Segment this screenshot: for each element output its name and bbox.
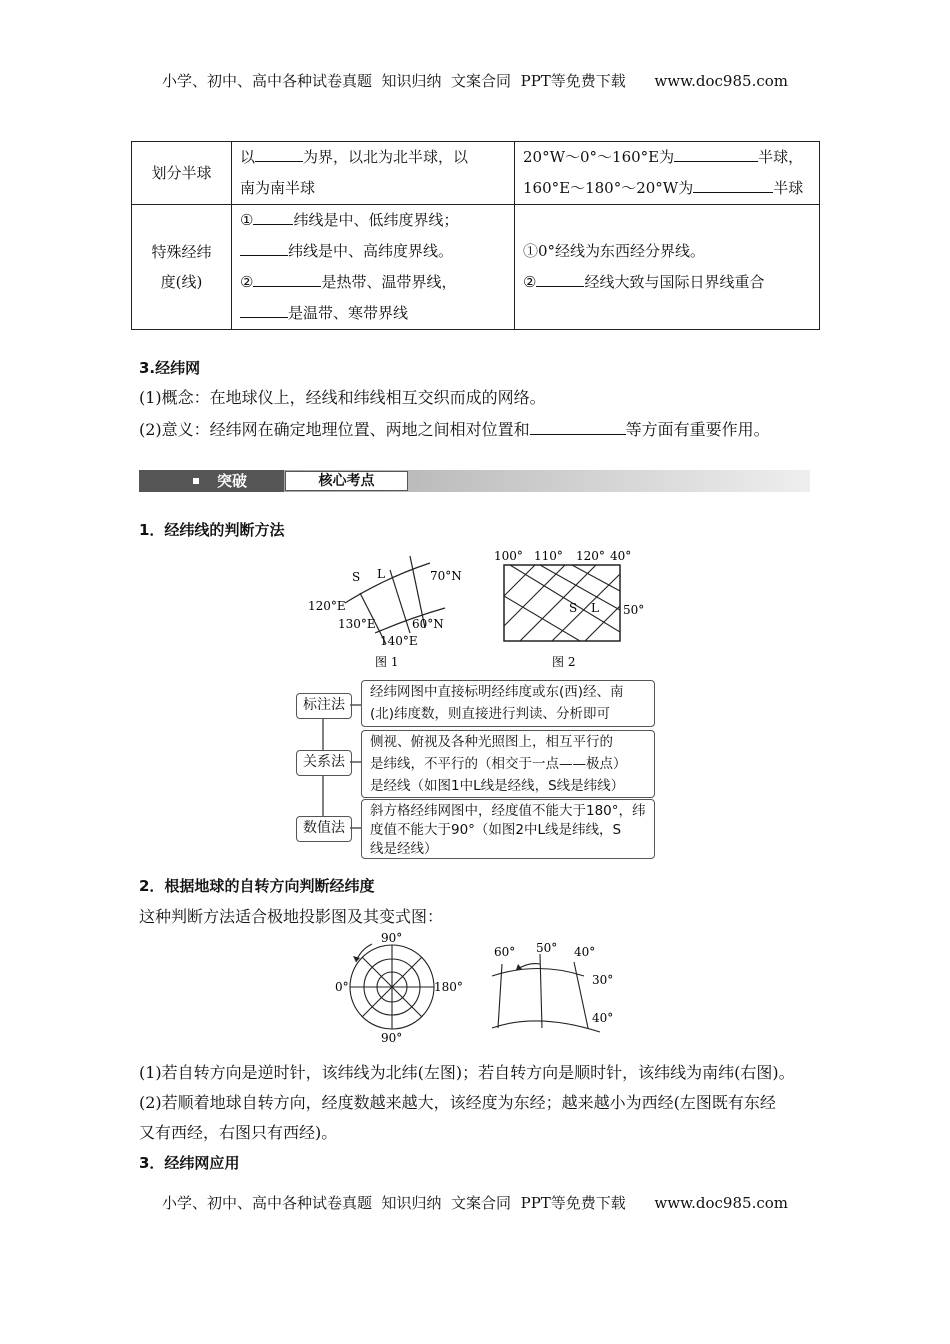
subsection-title: 1．经纬线的判断方法: [139, 521, 285, 539]
longitude-cell: ①0°经线为东西经分界线。 ② 经线大致与国际日界线重合: [515, 205, 820, 330]
figure-2-frame: [504, 565, 620, 641]
label-bottom: 90°: [381, 1031, 403, 1045]
label-top: 90°: [381, 931, 403, 945]
paragraph: 这种判断方法适合极地投影图及其变式图：: [139, 907, 444, 926]
label-40b: 40°: [592, 1011, 614, 1025]
latitude-cell: 以 为界，以北为北半球，以 南为南半球: [232, 142, 515, 205]
label-s: S: [352, 570, 361, 584]
method-label: 标注法: [296, 693, 352, 719]
figure-2-caption: 图 2: [552, 655, 576, 669]
table-row: [132, 142, 820, 205]
label-40: 40°: [574, 945, 596, 959]
banner-subtitle: 核心考点: [285, 471, 408, 491]
label-110: 110°: [534, 549, 563, 563]
page-header: 小学、初中、高中各种试卷真题 知识归纳 文案合同 PPT等免费下载 www.doc985.com: [161, 72, 788, 90]
label-right: 180°: [434, 980, 463, 994]
label-50: 50°: [536, 941, 558, 955]
method-desc: 斜方格经纬网图中，经度值不能大于180°，纬 度值不能大于90°（如图2中L线是纬线，S 线是经线）: [361, 799, 655, 859]
table-row: [132, 205, 820, 330]
label-120: 120°: [576, 549, 605, 563]
longitude-cell: 20°W～0°～160°E为 半球， 160°E～180°～20°W为 半球: [515, 142, 820, 205]
label-30: 30°: [592, 973, 614, 987]
figure-1: [300, 548, 480, 673]
label-70n: 70°N: [430, 569, 462, 583]
row-label: 特殊经纬 度(线): [132, 205, 232, 330]
row-label: 划分半球: [132, 142, 232, 205]
method-label: 关系法: [296, 750, 352, 776]
page-footer: 小学、初中、高中各种试卷真题 知识归纳 文案合同 PPT等免费下载 www.doc985.com: [161, 1194, 788, 1212]
paragraph: (2)意义：经纬网在确定地理位置、两地之间相对位置和 等方面有重要作用。: [139, 420, 770, 439]
label-l: L: [377, 567, 385, 581]
method-desc: 经纬网图中直接标明经纬度或东(西)经、南 (北)纬度数，则直接进行判读、分析即可: [361, 680, 655, 727]
paragraph: (1)概念：在地球仪上，经线和纬线相互交织而成的网络。: [139, 388, 546, 407]
label-130e: 130°E: [338, 617, 376, 631]
subsection-title: 3．经纬网应用: [139, 1154, 240, 1172]
banner-label: 突破: [139, 470, 284, 492]
paragraph: (1)若自转方向是逆时针，该纬线为北纬(左图)；若自转方向是顺时针，该纬线为南纬(右图)。: [139, 1063, 795, 1082]
polar-diagram: [330, 930, 465, 1045]
label-140e: 140°E: [380, 634, 418, 648]
figure-1-caption: 图 1: [375, 655, 399, 669]
label-l: L: [591, 601, 599, 615]
label-120e: 120°E: [308, 599, 346, 613]
subsection-title: 2．根据地球的自转方向判断经纬度: [139, 877, 375, 895]
label-100: 100°: [494, 549, 523, 563]
label-left: 0°: [335, 980, 349, 994]
method-label: 数值法: [296, 816, 352, 842]
section-title: 3.经纬网: [139, 359, 201, 377]
label-60n: 60°N: [412, 617, 444, 631]
paragraph: 又有西经，右图只有西经)。: [139, 1123, 338, 1142]
paragraph: (2)若顺着地球自转方向，经度数越来越大，该经度为东经；越来越小为西经(左图既有东经: [139, 1093, 776, 1112]
label-40: 40°: [610, 549, 632, 563]
label-50: 50°: [623, 603, 645, 617]
latlon-table: [131, 141, 820, 330]
arc-diagram: [488, 936, 628, 1036]
method-desc: 侧视、俯视及各种光照图上，相互平行的 是纬线，不平行的（相交于一点——极点） 是经线（如图1中L线是经线，S线是纬线）: [361, 730, 655, 798]
figure-2: [490, 546, 650, 673]
label-60: 60°: [494, 945, 516, 959]
label-s: S: [569, 601, 578, 615]
latitude-cell: ① 纬线是中、低纬度界线； 纬线是中、高纬度界线。 ② 是热带、温带界线， 是温带、寒带界线: [232, 205, 515, 330]
